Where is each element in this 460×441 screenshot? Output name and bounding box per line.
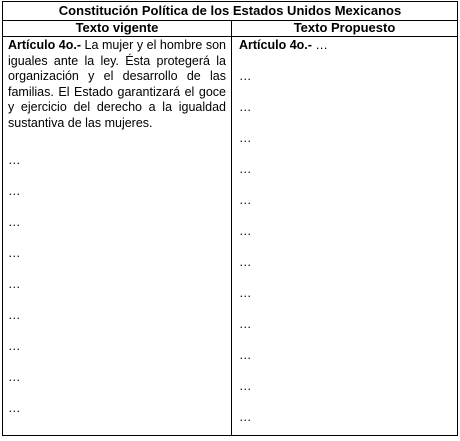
- ellipsis-marker: …: [8, 401, 21, 415]
- ellipsis-marker: …: [8, 370, 21, 384]
- proposed-article-text: …: [311, 38, 328, 52]
- ellipsis-marker: …: [8, 339, 21, 353]
- current-article-label: Artículo 4o.-: [8, 38, 81, 52]
- proposed-text-cell: [239, 38, 451, 424]
- current-article-text: La mujer y el hombre son iguales ante la ley. Ésta protegerá la organización y el desarrollo de las familias. El Estado garantizará el goce y ejercicio del derecho a la igualdad sustantiva de las mujeres.: [8, 38, 226, 130]
- ellipsis-marker: …: [239, 410, 252, 424]
- ellipsis-marker: …: [239, 131, 252, 145]
- proposed-article-label: Artículo 4o.-: [239, 38, 312, 52]
- comparison-table: [2, 1, 458, 436]
- current-article-paragraph: [8, 38, 226, 132]
- ellipsis-marker: …: [239, 286, 252, 300]
- column-divider: [231, 20, 232, 435]
- ellipsis-marker: …: [239, 162, 252, 176]
- ellipsis-marker: …: [8, 215, 21, 229]
- ellipsis-marker: …: [239, 193, 252, 207]
- column-header-current-text: Texto vigente: [75, 20, 159, 35]
- proposed-ellipsis-list: [239, 69, 252, 441]
- proposed-article-paragraph: [239, 38, 451, 54]
- ellipsis-marker: …: [239, 317, 252, 331]
- table-title: Constitución Política de los Estados Unidos Mexicanos: [3, 2, 457, 21]
- ellipsis-marker: …: [8, 277, 21, 291]
- ellipsis-marker: …: [239, 69, 252, 83]
- current-ellipsis-list: [8, 153, 21, 432]
- ellipsis-marker: …: [8, 184, 21, 198]
- ellipsis-marker: …: [8, 153, 21, 167]
- ellipsis-marker: …: [239, 100, 252, 114]
- current-text-cell: [8, 38, 226, 415]
- column-header-proposed-text: Texto Propuesto: [293, 20, 396, 35]
- ellipsis-marker: …: [239, 379, 252, 393]
- table-header-row: [3, 20, 457, 37]
- ellipsis-marker: …: [8, 246, 21, 260]
- ellipsis-marker: …: [239, 224, 252, 238]
- ellipsis-marker: …: [239, 348, 252, 362]
- ellipsis-marker: …: [239, 255, 252, 269]
- ellipsis-marker: …: [8, 308, 21, 322]
